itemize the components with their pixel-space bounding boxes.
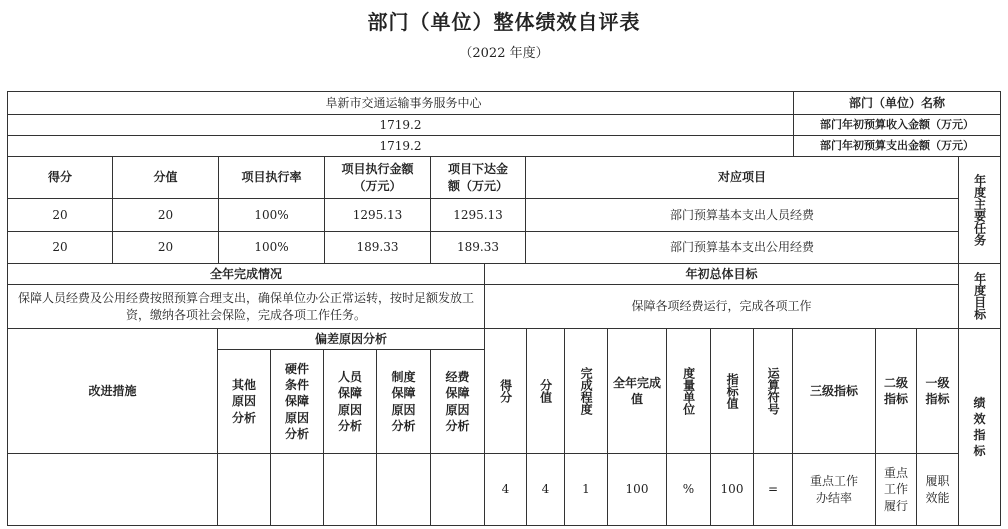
col-ind-score: 得分 bbox=[484, 328, 527, 454]
completion-header: 全年完成情况 bbox=[7, 263, 485, 285]
task-row-1-rate: 100% bbox=[218, 198, 325, 232]
col-dev-staff: 人员保障原因分析 bbox=[323, 349, 377, 454]
dept-name-label: 部门（单位）名称 bbox=[793, 91, 1001, 115]
col-ind-level3: 三级指标 bbox=[792, 328, 876, 454]
ind-row-level2: 重点工作履行 bbox=[875, 453, 917, 526]
col-ind-target: 指标值 bbox=[710, 328, 754, 454]
ind-row-dev-staff bbox=[323, 453, 377, 526]
col-improve: 改进措施 bbox=[7, 328, 218, 454]
ind-row-completion: 1 bbox=[564, 453, 608, 526]
ind-row-level3: 重点工作办结率 bbox=[792, 453, 876, 526]
col-ind-actual: 全年完成值 bbox=[607, 328, 667, 454]
ind-row-level1: 履职效能 bbox=[916, 453, 959, 526]
task-row-1-weight: 20 bbox=[112, 198, 219, 232]
indicators-section-label: 绩效指标 bbox=[958, 328, 1001, 526]
target-header: 年初总体目标 bbox=[484, 263, 959, 285]
col-ind-weight: 分值 bbox=[526, 328, 565, 454]
col-deviation: 偏差原因分析 bbox=[217, 328, 485, 350]
col-project: 对应项目 bbox=[525, 156, 959, 199]
income-value: 1719.2 bbox=[7, 114, 794, 136]
ind-row-dev-other bbox=[217, 453, 271, 526]
task-row-1-executed: 1295.13 bbox=[324, 198, 431, 232]
task-row-2-project: 部门预算基本支出公用经费 bbox=[525, 231, 959, 264]
col-ind-level1: 一级指标 bbox=[916, 328, 959, 454]
completion-text: 保障人员经费及公用经费按照预算合理支出，确保单位办公正常运转，按时足额发放工资，缴纳各项社会保险，完成各项工作任务。 bbox=[7, 284, 485, 329]
task-row-2-rate: 100% bbox=[218, 231, 325, 264]
task-row-1-issued: 1295.13 bbox=[430, 198, 526, 232]
col-dev-system: 制度保障原因分析 bbox=[376, 349, 431, 454]
ind-row-improve bbox=[7, 453, 218, 526]
ind-row-dev-funds bbox=[430, 453, 485, 526]
page-title: 部门（单位）整体绩效自评表 bbox=[367, 10, 641, 34]
task-row-2-executed: 189.33 bbox=[324, 231, 431, 264]
col-ind-operator: 运算符号 bbox=[753, 328, 793, 454]
col-ind-unit: 度量单位 bbox=[666, 328, 711, 454]
col-ind-completion: 完成程度 bbox=[564, 328, 608, 454]
ind-row-operator: = bbox=[753, 453, 793, 526]
task-row-1-project: 部门预算基本支出人员经费 bbox=[525, 198, 959, 232]
col-executed: 项目执行金额（万元） bbox=[324, 156, 431, 199]
ind-row-unit: % bbox=[666, 453, 711, 526]
page-subtitle: （2022 年度） bbox=[459, 46, 549, 61]
task-row-1-score: 20 bbox=[7, 198, 113, 232]
col-issued: 项目下达金额（万元） bbox=[430, 156, 526, 199]
expense-label: 部门年初预算支出金额（万元） bbox=[793, 135, 1001, 157]
ind-row-score: 4 bbox=[484, 453, 527, 526]
task-row-2-issued: 189.33 bbox=[430, 231, 526, 264]
ind-row-dev-system bbox=[376, 453, 431, 526]
col-dev-other: 其他原因分析 bbox=[217, 349, 271, 454]
ind-row-actual: 100 bbox=[607, 453, 667, 526]
ind-row-weight: 4 bbox=[526, 453, 565, 526]
expense-value: 1719.2 bbox=[7, 135, 794, 157]
col-score: 得分 bbox=[7, 156, 113, 199]
tasks-section-label: 年度主要任务 bbox=[958, 156, 1001, 264]
col-dev-hardware: 硬件条件保障原因分析 bbox=[270, 349, 324, 454]
goals-section-label: 年度目标 bbox=[958, 263, 1001, 329]
task-row-2-weight: 20 bbox=[112, 231, 219, 264]
dept-name-value: 阜新市交通运输事务服务中心 bbox=[7, 91, 794, 115]
col-ind-level2: 二级指标 bbox=[875, 328, 917, 454]
ind-row-target: 100 bbox=[710, 453, 754, 526]
col-rate: 项目执行率 bbox=[218, 156, 325, 199]
col-weight: 分值 bbox=[112, 156, 219, 199]
ind-row-dev-hardware bbox=[270, 453, 324, 526]
col-dev-funds: 经费保障原因分析 bbox=[430, 349, 485, 454]
task-row-2-score: 20 bbox=[7, 231, 113, 264]
income-label: 部门年初预算收入金额（万元） bbox=[793, 114, 1001, 136]
target-text: 保障各项经费运行，完成各项工作 bbox=[484, 284, 959, 329]
